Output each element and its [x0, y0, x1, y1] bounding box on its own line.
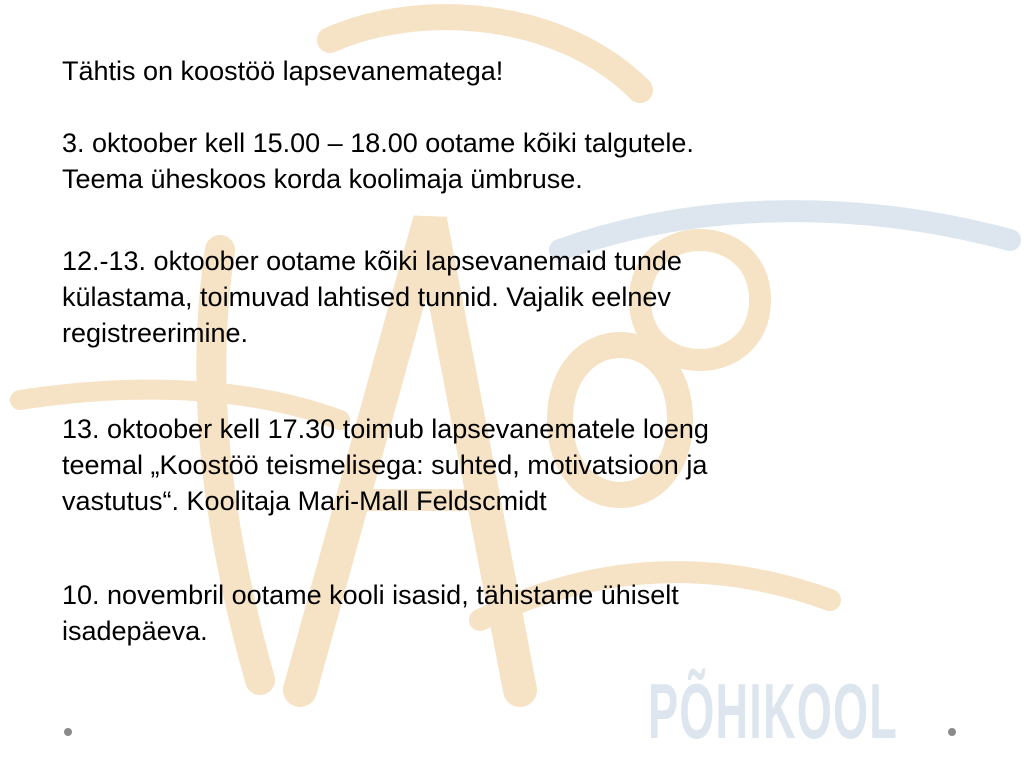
paragraph-cleanup-day: 3. oktoober kell 15.00 – 18.00 ootame kõiki talgutele. Teema üheskoos korda koolimaja ümbruse.: [62, 128, 694, 194]
paragraph-cooperation: Tähtis on koostöö lapsevanematega!: [62, 56, 504, 86]
paragraph-open-lessons: 12.-13. oktoober ootame kõiki lapsevanemaid tunde külastama, toimuvad lahtised tunnid. Vajalik eelnev registreerimine.: [62, 246, 682, 348]
paragraph-parent-lecture: 13. oktoober kell 17.30 toimub lapsevanematele loeng teemal „Koostöö teismelisega: suhted, motivatsioon ja vastutus“. Koolitaja Mari-Mall Feldscmidt: [62, 414, 709, 516]
slide-body: [62, 53, 962, 649]
prev-slide-dot[interactable]: [64, 728, 72, 736]
logo-watermark-text: PÕHIKOOL: [648, 667, 898, 755]
paragraph-fathers-day: 10. novembril ootame kooli isasid, tähistame ühiselt isadepäeva.: [62, 580, 679, 646]
next-slide-dot[interactable]: [948, 728, 956, 736]
